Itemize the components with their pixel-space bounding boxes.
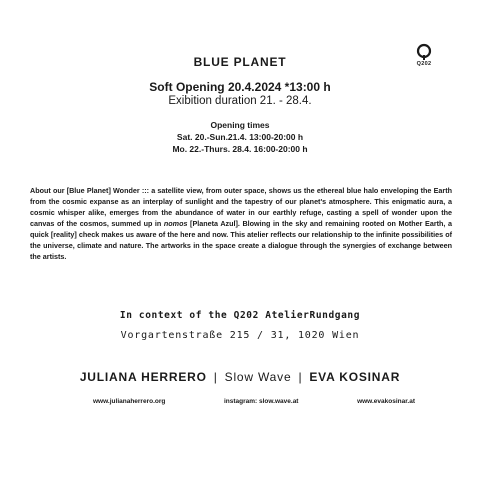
artist-slow-wave: Slow Wave [224,370,292,384]
about-paragraph [30,185,452,262]
artist-separator: | [213,370,218,384]
exhibition-duration: Exibition duration 21. - 28.4. [168,95,312,107]
soft-opening: Soft Opening 20.4.2024 *13:00 h [149,80,331,94]
opening-times-weekdays: Mo. 22.-Thurs. 28.4. 16:00-20:00 h [172,144,308,154]
artist-juliana-herrero: JULIANA HERRERO [79,370,207,384]
artist-separator: | [298,370,303,384]
link-julianaherrero[interactable]: www.julianaherrero.org [93,398,166,405]
link-evakosinar[interactable]: www.evakosinar.at [357,398,415,405]
opening-times-weekend: Sat. 20.-Sun.21.4. 13:00-20:00 h [176,132,304,142]
logo-text: Q202 [416,61,432,67]
context-line: In context of the Q202 AtelierRundgang [119,310,361,321]
artists-line [0,370,480,384]
about-italic-word: nomos [163,219,188,228]
q-ring-icon [416,43,432,60]
opening-times-heading: Opening times [210,120,270,130]
link-instagram-slow-wave[interactable]: instagram: slow.wave.at [223,398,299,405]
q202-logo [413,43,435,67]
artist-eva-kosinar: EVA KOSINAR [309,370,401,384]
about-text-part2: [Planeta Azul]. Blowing in the sky and remaining rooted on Mother Earth, a quick [reality] check makes us aware of the here and now. This atelier reflects our relationship to the infinite possibilities of the universe, climate and nature. The artworks in the space create a dialogue through the synergies of exchange between the artists. [30,219,452,261]
links-row [93,398,415,405]
address-line: Vorgartenstraße 215 / 31, 1020 Wien [120,330,360,341]
page-title: BLUE PLANET [193,55,287,69]
about-text-part1: About our [Blue Planet] Wonder ::: a satellite view, from outer space, shows us the ethereal blue halo enveloping the Earth from the cosmic expanse as an interplay of sunlight and the tapestry of our planet's atmosphere. This enigmatic aura, a cosmic whisper alike, emerges from the abundance of water in our earthly refuge, casting a spell of wonder upon the canvas of the cosmos, summed up in [30,186,452,228]
